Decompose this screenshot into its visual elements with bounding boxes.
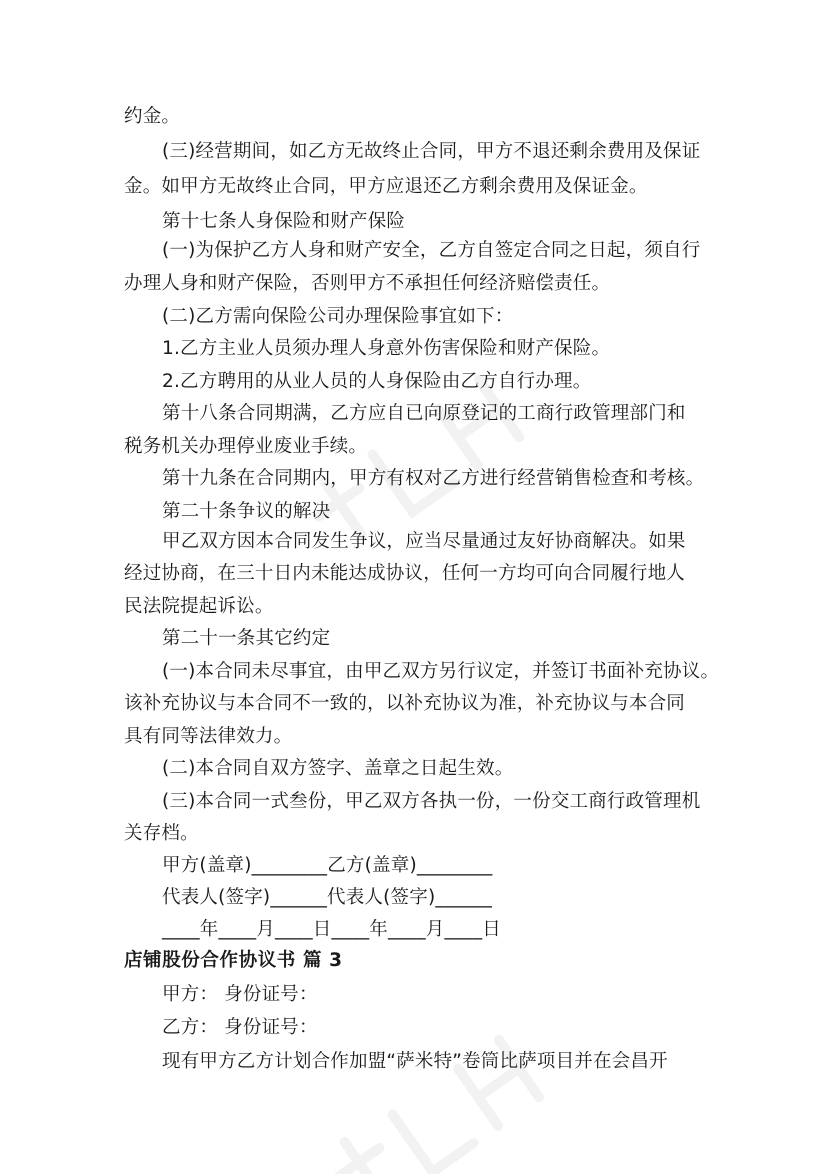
text-line: 第十八条合同期满，乙方应自已向原登记的工商行政管理部门和 <box>162 403 686 424</box>
text-line: 第十九条在合同期内，甲方有权对乙方进行经营销售检查和考核。 <box>162 468 705 489</box>
signature-line: 甲方(盖章)________乙方(盖章)________ <box>162 855 493 876</box>
text-line: 约金。 <box>124 106 181 127</box>
section-heading: 第二十条争议的解决 <box>162 501 331 522</box>
signature-line: 代表人(签字)______代表人(签字)______ <box>162 887 493 908</box>
text-line: 1.乙方主业人员须办理人身意外伤害保险和财产保险。 <box>162 338 611 359</box>
text-line: 民法院提起诉讼。 <box>124 596 274 617</box>
chapter-heading: 店铺股份合作协议书 篇 3 <box>124 950 343 971</box>
section-heading: 第十七条人身保险和财产保险 <box>162 211 406 232</box>
party-line: 甲方： 身份证号： <box>162 984 318 1005</box>
text-line: (一)本合同未尽事宜，由甲乙双方另行议定，并签订书面补充协议。 <box>162 661 720 682</box>
text-line: 具有同等法律效力。 <box>124 726 293 747</box>
text-line: (一)为保护乙方人身和财产安全，乙方自签定合同之日起，须自行 <box>162 240 701 261</box>
text-line: 经过协商，在三十日内未能达成协议，任何一方均可向合同履行地人 <box>124 563 686 584</box>
text-line: 关存档。 <box>124 823 199 844</box>
text-line: (二)乙方需向保险公司办理保险事宜如下： <box>162 306 514 327</box>
text-line: (二)本合同自双方签字、盖章之日起生效。 <box>162 758 514 779</box>
text-line: 办理人身和财产保险，否则甲方不承担任何经济赔偿责任。 <box>124 273 611 294</box>
text-line: 税务机关办理停业废业手续。 <box>124 436 368 457</box>
text-line: 现有甲方乙方计划合作加盟“萨米特”卷筒比萨项目并在会昌开 <box>162 1051 668 1072</box>
text-line: (三)经营期间，如乙方无故终止合同，甲方不退还剩余费用及保证 <box>162 141 701 162</box>
text-line: 甲乙双方因本合同发生争议，应当尽量通过友好协商解决。如果 <box>162 531 686 552</box>
text-line: (三)本合同一式叁份，甲乙双方各执一份，一份交工商行政管理机 <box>162 791 701 812</box>
text-line: 该补充协议与本合同不一致的，以补充协议为准，补充协议与本合同 <box>124 693 686 714</box>
text-line: 2.乙方聘用的从业人员的人身保险由乙方自行办理。 <box>162 371 592 392</box>
text-line: 金。如甲方无故终止合同，甲方应退还乙方剩余费用及保证金。 <box>124 176 648 197</box>
section-heading: 第二十一条其它约定 <box>162 628 331 649</box>
party-line: 乙方： 身份证号： <box>162 1017 318 1038</box>
date-line: ____年____月____日____年____月____日 <box>162 919 502 940</box>
